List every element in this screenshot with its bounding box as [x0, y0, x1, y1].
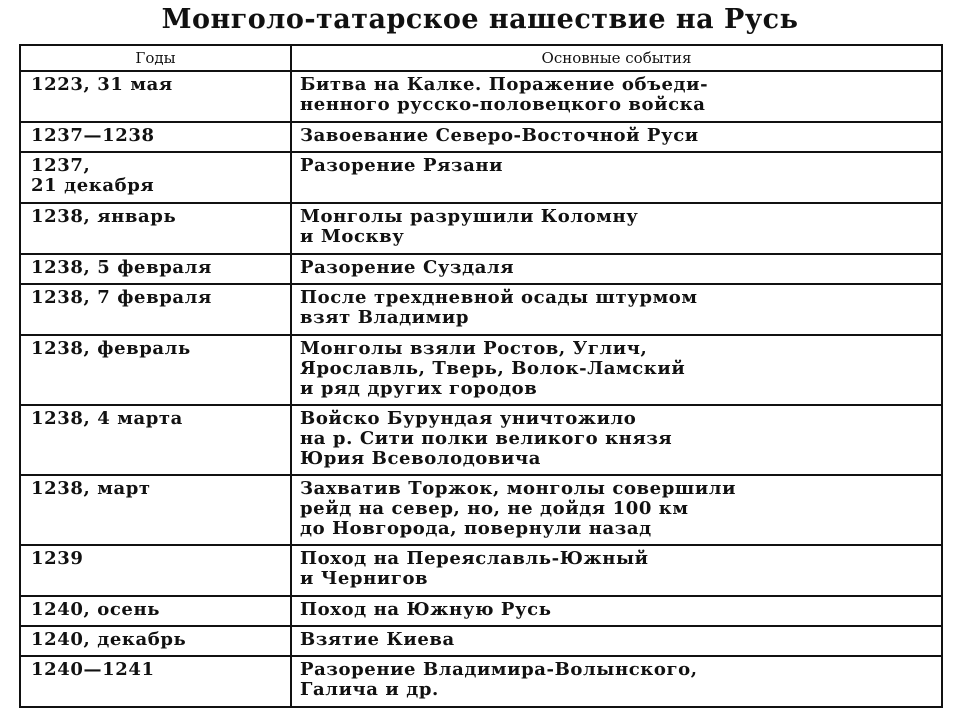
events-table: [19, 44, 943, 708]
table-row: [20, 254, 942, 284]
table-row: [20, 656, 942, 707]
table-row: [20, 203, 942, 254]
table-row: [20, 284, 942, 335]
table-row: [20, 626, 942, 656]
table-body: [20, 71, 942, 707]
event-cell: Разорение Рязани: [291, 152, 942, 203]
year-cell: 1237—1238: [20, 122, 291, 152]
table-row: [20, 596, 942, 626]
year-cell: 1238, 7 февраля: [20, 284, 291, 335]
table-header-row: [20, 45, 942, 71]
event-cell: Монголы разрушили Коломну и Москву: [291, 203, 942, 254]
header-events: Основные события: [291, 45, 942, 71]
year-cell: 1240, декабрь: [20, 626, 291, 656]
event-cell: Разорение Владимира-Волынского, Галича и др.: [291, 656, 942, 707]
table-row: [20, 152, 942, 203]
events-table-container: [19, 44, 941, 708]
event-cell: Битва на Калке. Поражение объеди- ненного русско-половецкого войска: [291, 71, 942, 122]
year-cell: 1238, февраль: [20, 335, 291, 405]
year-cell: 1239: [20, 545, 291, 596]
table-row: [20, 122, 942, 152]
event-cell: Взятие Киева: [291, 626, 942, 656]
event-cell: Монголы взяли Ростов, Углич, Ярославль, Тверь, Волок-Ламский и ряд других городов: [291, 335, 942, 405]
event-cell: Поход на Переяславль-Южный и Чернигов: [291, 545, 942, 596]
year-cell: 1238, январь: [20, 203, 291, 254]
year-cell: 1240—1241: [20, 656, 291, 707]
table-row: [20, 71, 942, 122]
year-cell: 1238, 4 марта: [20, 405, 291, 475]
event-cell: Поход на Южную Русь: [291, 596, 942, 626]
table-row: [20, 475, 942, 545]
year-cell: 1238, март: [20, 475, 291, 545]
header-years: Годы: [20, 45, 291, 71]
event-cell: Захватив Торжок, монголы совершили рейд на север, но, не дойдя 100 км до Новгорода, повернули назад: [291, 475, 942, 545]
year-cell: 1238, 5 февраля: [20, 254, 291, 284]
event-cell: Завоевание Северо-Восточной Руси: [291, 122, 942, 152]
table-row: [20, 405, 942, 475]
year-cell: 1237, 21 декабря: [20, 152, 291, 203]
year-cell: 1223, 31 мая: [20, 71, 291, 122]
event-cell: Войско Бурундая уничтожило на р. Сити полки великого князя Юрия Всеволодовича: [291, 405, 942, 475]
event-cell: Разорение Суздаля: [291, 254, 942, 284]
page-title: Монголо-татарское нашествие на Русь: [161, 4, 799, 35]
table-row: [20, 335, 942, 405]
event-cell: После трехдневной осады штурмом взят Владимир: [291, 284, 942, 335]
year-cell: 1240, осень: [20, 596, 291, 626]
table-row: [20, 545, 942, 596]
